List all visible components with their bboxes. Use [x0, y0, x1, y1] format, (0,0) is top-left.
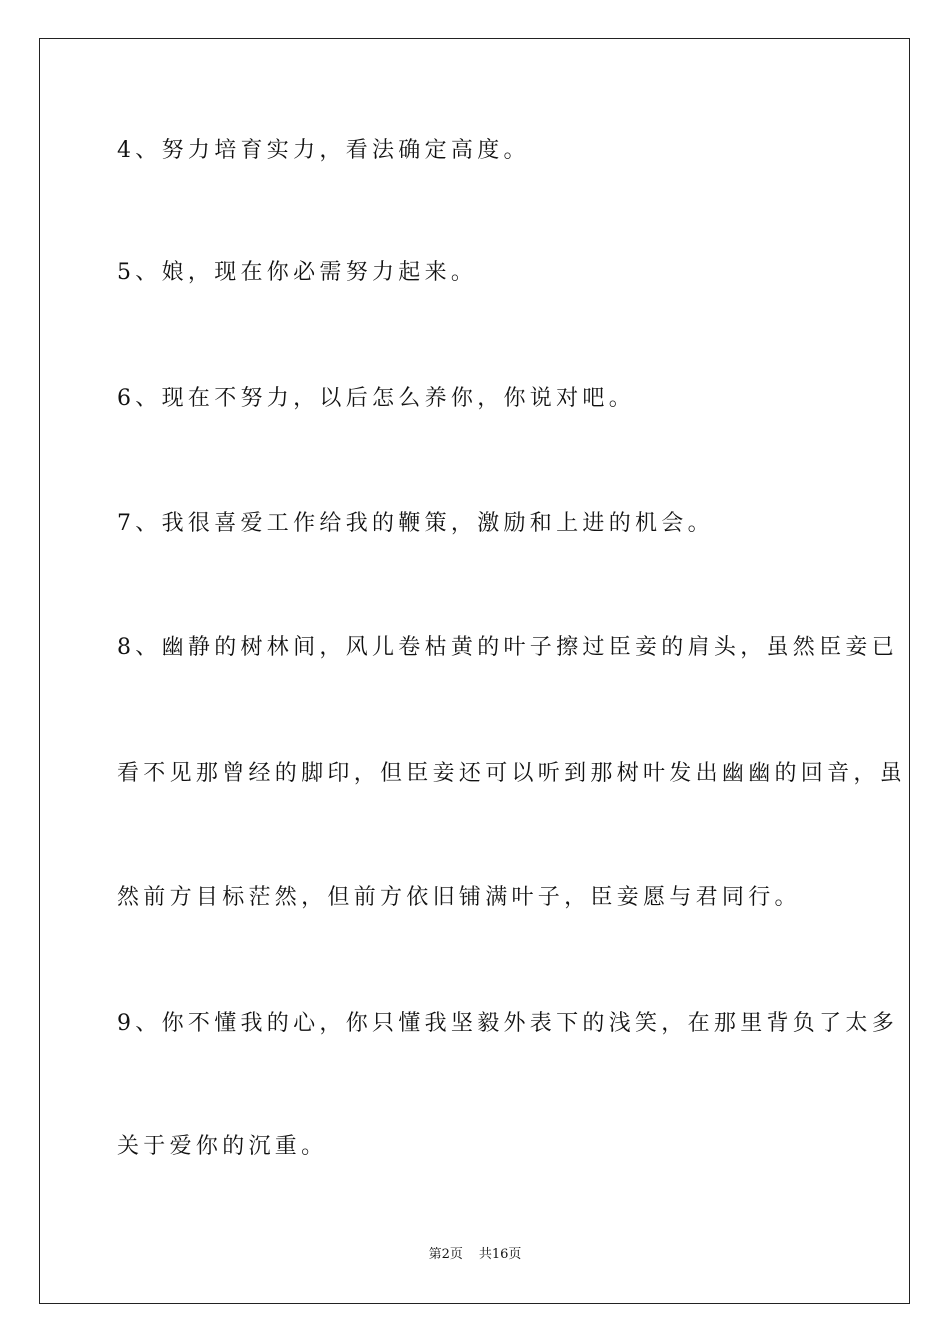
text-line-item-9-part2: 关于爱你的沉重。 [117, 1134, 328, 1159]
text-line-item-9-part1: 9、你不懂我的心，你只懂我坚毅外表下的浅笑，在那里背负了太多 [117, 1011, 898, 1036]
text-line-item-8-part3: 然前方目标茫然，但前方依旧铺满叶子，臣妾愿与君同行。 [117, 885, 801, 910]
text-line-item-6: 6、现在不努力，以后怎么养你，你说对吧。 [117, 386, 635, 411]
text-line-item-5: 5、娘，现在你必需努力起来。 [117, 260, 478, 285]
text-line-item-4: 4、努力培育实力，看法确定高度。 [117, 138, 530, 163]
text-line-item-8-part2: 看不见那曾经的脚印，但臣妾还可以听到那树叶发出幽幽的回音，虽 [117, 761, 907, 786]
text-line-item-8-part1: 8、幽静的树林间，风儿卷枯黄的叶子擦过臣妾的肩头，虽然臣妾已 [117, 635, 898, 660]
total-pages-label: 共16页 [478, 1247, 522, 1262]
page-footer [0, 1246, 950, 1264]
page-border [39, 38, 910, 1304]
current-page-label: 第2页 [428, 1247, 463, 1262]
text-line-item-7: 7、我很喜爱工作给我的鞭策，激励和上进的机会。 [117, 511, 714, 536]
